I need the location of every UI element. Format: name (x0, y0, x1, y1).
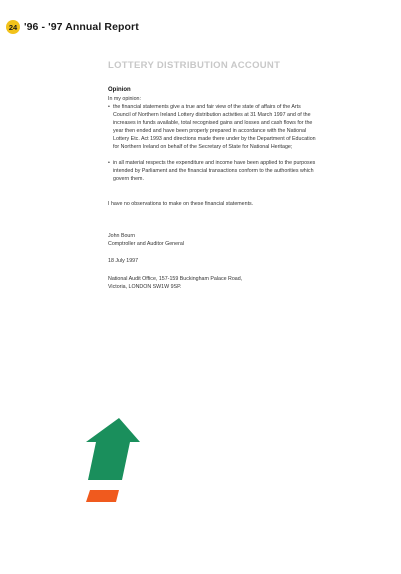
bullet-text: the financial statements give a true and fair view of the state of affairs of the Arts Council of Northern Ireland Lottery distribution activities at 31 March 1997 and of the increases in funds available, total recognised gains and losses and cash flows for the year then ended and have been properly prepared in accordance with the National Lottery Etc. Act 1993 and directions made there under by the Department of Education for Northern Ireland on behalf of the Secretary of State for National Heritage; (113, 104, 316, 150)
section-title: LOTTERY DISTRIBUTION ACCOUNT (108, 60, 281, 71)
signature-date: 18 July 1997 (108, 258, 139, 264)
address-line-1: National Audit Office, 157-159 Buckingham Palace Road, (108, 276, 243, 282)
report-title: '96 - '97 Annual Report (24, 21, 139, 33)
opinion-bullet-1 (108, 103, 318, 151)
arrow-graphic (82, 418, 142, 504)
observations-statement: I have no observations to make on these financial statements. (108, 201, 254, 207)
bullet-marker: • (108, 104, 110, 110)
signatory-title: Comptroller and Auditor General (108, 241, 184, 247)
page-number-badge: 24 (6, 20, 20, 34)
arrow-orange-bar (86, 490, 119, 502)
opinion-intro: In my opinion: (108, 96, 141, 102)
arrow-green-shape (86, 418, 140, 480)
opinion-bullet-2 (108, 159, 318, 183)
signatory-name: John Bourn (108, 233, 136, 239)
bullet-marker: • (108, 160, 110, 166)
page-header (6, 19, 139, 35)
opinion-heading: Opinion (108, 87, 131, 93)
bullet-text: in all material respects the expenditure and income have been applied to the purposes intended by Parliament and the financial transactions conform to the authorities which govern them. (113, 160, 316, 182)
address-line-2: Victoria, LONDON SW1W 9SP. (108, 284, 182, 290)
document-body (108, 86, 318, 291)
